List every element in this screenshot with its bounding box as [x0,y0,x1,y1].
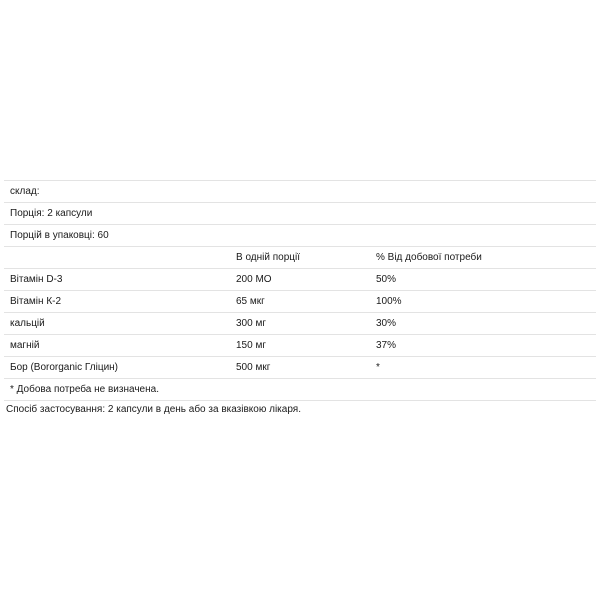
table-row [4,291,596,313]
ingredient-daily-value: 50% [370,269,596,291]
ingredient-amount: 200 МО [230,269,370,291]
serving-size: Порція: 2 капсули [4,203,596,225]
table-row [4,335,596,357]
servings-per-pack: Порцій в упаковці: 60 [4,225,596,247]
serving-row [4,203,596,225]
usage-instructions: Спосіб застосування: 2 капсули в день або за вказівкою лікаря. [6,404,301,415]
ingredient-name: Бор (Bororganic Гліцин) [4,357,230,379]
composition-panel [0,180,600,401]
header-daily-value: % Від добової потреби [370,247,596,269]
header-per-serving: В одній порції [230,247,370,269]
ingredient-amount: 65 мкг [230,291,370,313]
ingredient-amount: 150 мг [230,335,370,357]
ingredient-name: кальцій [4,313,230,335]
table-row [4,269,596,291]
table-header-row [4,247,596,269]
servings-per-pack-row [4,225,596,247]
footnote-row [4,379,596,401]
ingredient-amount: 300 мг [230,313,370,335]
ingredient-daily-value: 30% [370,313,596,335]
composition-heading-row [4,181,596,203]
ingredient-daily-value: 100% [370,291,596,313]
ingredient-name: Вітамін D-3 [4,269,230,291]
composition-heading: склад: [4,181,596,203]
header-ingredient [4,247,230,269]
ingredient-name: магній [4,335,230,357]
table-row [4,313,596,335]
composition-table [4,180,596,401]
ingredient-amount: 500 мкг [230,357,370,379]
table-row [4,357,596,379]
ingredient-daily-value: * [370,357,596,379]
ingredient-name: Вітамін К-2 [4,291,230,313]
ingredient-daily-value: 37% [370,335,596,357]
footnote: * Добова потреба не визначена. [4,379,596,401]
